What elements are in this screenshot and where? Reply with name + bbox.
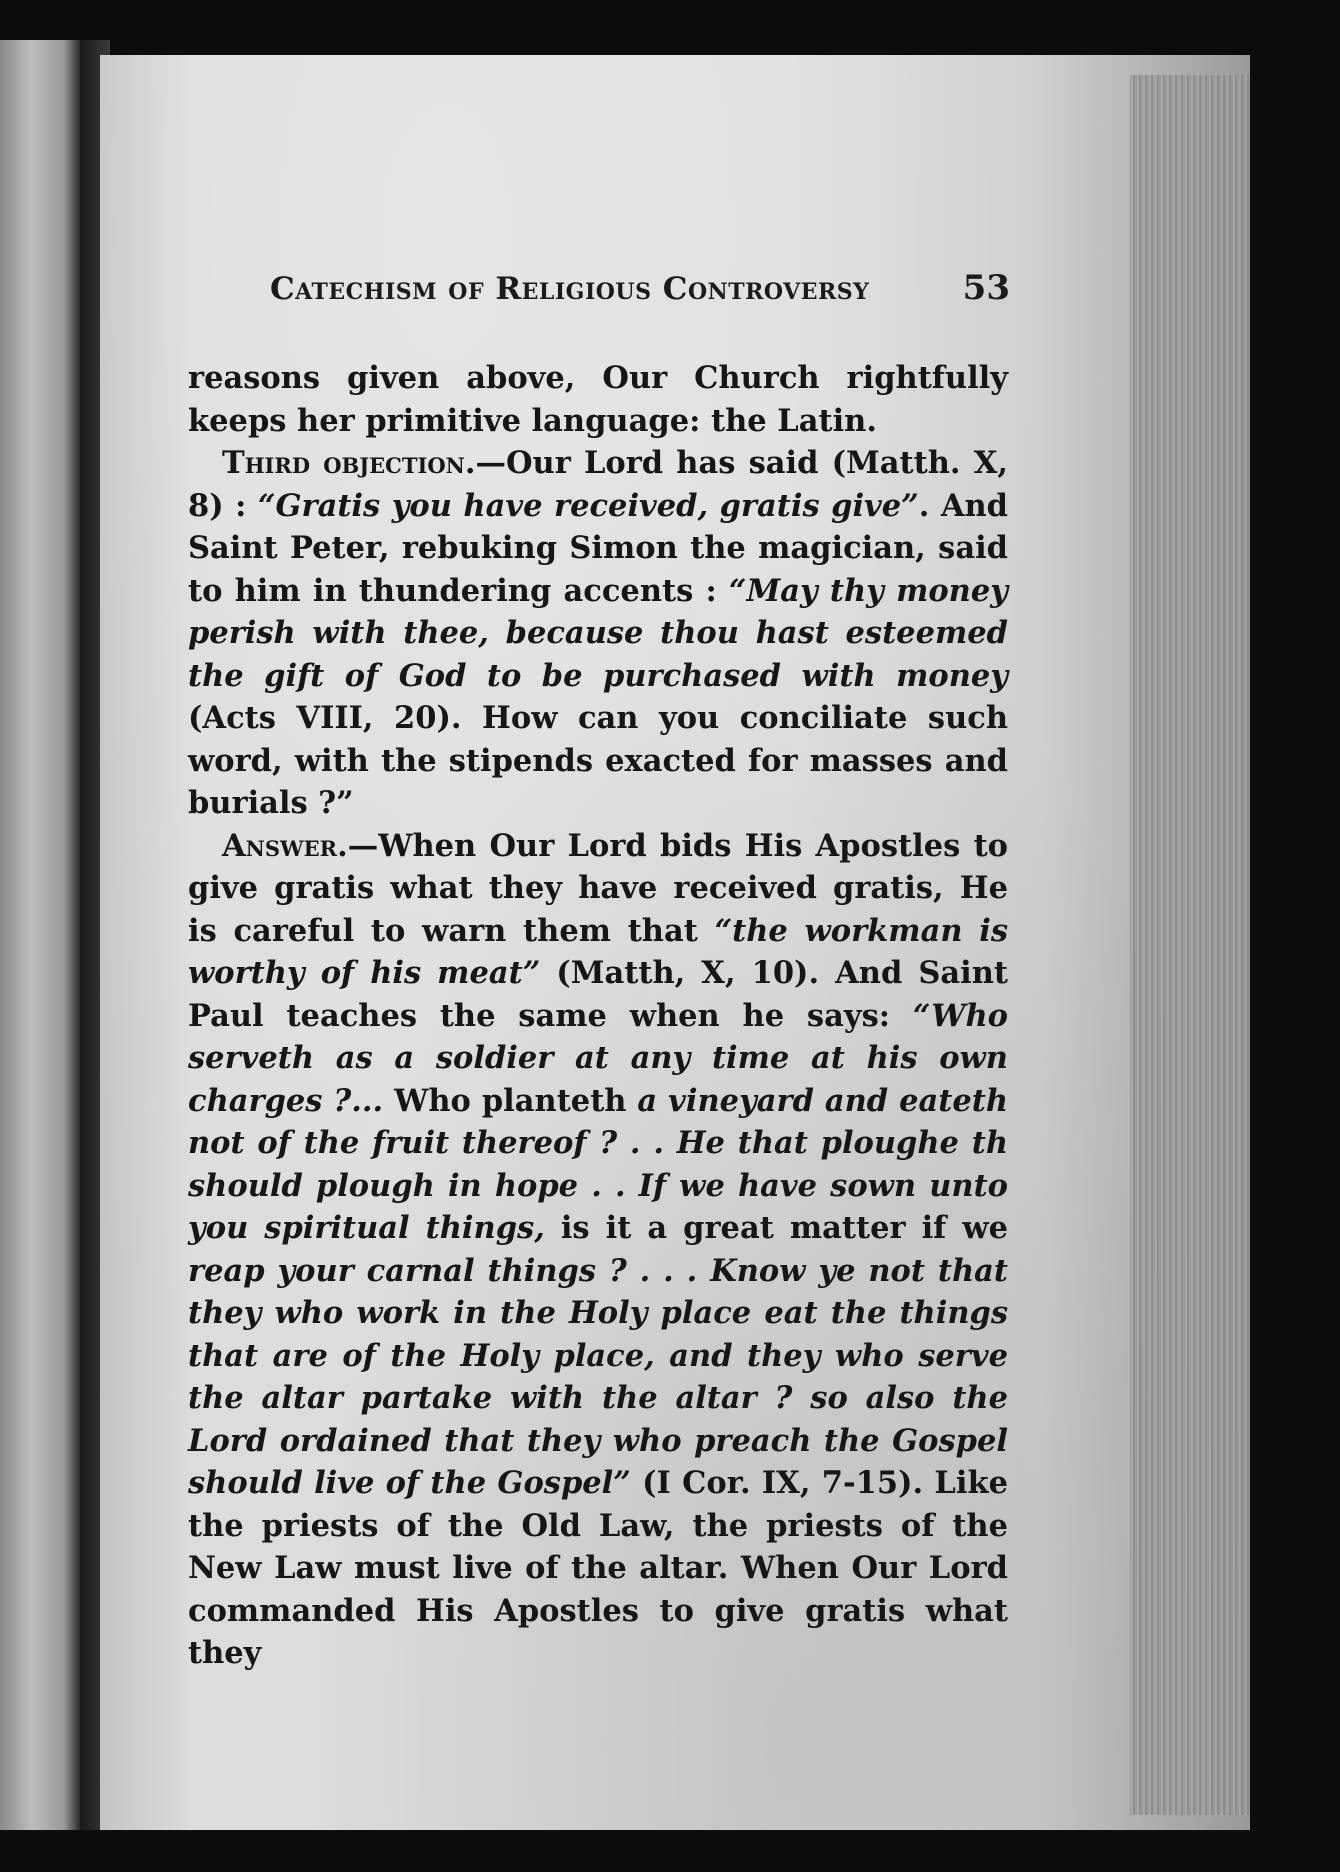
paragraph-third-objection: [188, 442, 1008, 825]
text-run: (I Cor. IX, 7-15). Like the priests of the Old Law, the priests of the New Law must live of the altar. When Our Lord commanded His Apostles to give gratis what they: [188, 1465, 1009, 1671]
quotation: “May thy money perish with thee, because thou hast esteemed the gift of God to be purchased with money: [188, 572, 1008, 694]
quotation: “Gratis you have received, gratis give”: [257, 487, 919, 524]
quotation: “Who serveth as a soldier at any time at his own charges ?...: [188, 997, 1008, 1119]
text-run: —When Our Lord bids His Apostles to give gratis what they have received gratis, He is careful to warn them that: [188, 827, 1008, 949]
paragraph-answer: [188, 825, 1008, 1675]
quotation: “the workman is worthy of his meat”: [188, 912, 1008, 991]
quotation: a vineyard and eateth not of the fruit thereof ? . . He that ploughe th should plough in hope . . If we have sown unto you spiritual things,: [188, 1082, 1009, 1246]
text-run: (Acts VIII, 20). How can you conciliate such word, with the stipends exacted for masses and burials ?”: [188, 700, 1008, 821]
page-header: [270, 268, 1010, 308]
left-page-edge: [0, 40, 80, 1830]
page-number: 53: [962, 268, 1010, 308]
section-label: Third objection.: [222, 445, 476, 481]
text-run: (Matth, X, 10). And Saint Paul teaches the same when he says:: [188, 955, 1008, 1034]
quotation: reap your carnal things ? . . . Know ye not that they who work in the Holy place eat the things that are of the Holy place, and they who serve the altar partake with the altar ? so also the Lord ordained that they who preach the Gospel should live of the Gospel”: [188, 1252, 1008, 1501]
page-body: [188, 357, 1008, 1675]
text-run: Who planteth: [383, 1082, 638, 1119]
section-label: Answer.: [222, 827, 348, 864]
text-run: —Our Lord has said (Matth. X, 8) :: [188, 445, 1008, 524]
running-title: Catechism of Religious Controversy: [270, 271, 870, 307]
text-run: . And Saint Peter, rebuking Simon the magician, said to him in thundering accents :: [188, 487, 1008, 609]
paragraph-continuation: [188, 357, 1008, 442]
text-run: is it a great matter if we: [544, 1210, 1008, 1246]
page-stack-edge: [1130, 75, 1250, 1815]
text-run: reasons given above, Our Church rightfully keeps her primitive language: the Latin.: [188, 360, 1008, 439]
